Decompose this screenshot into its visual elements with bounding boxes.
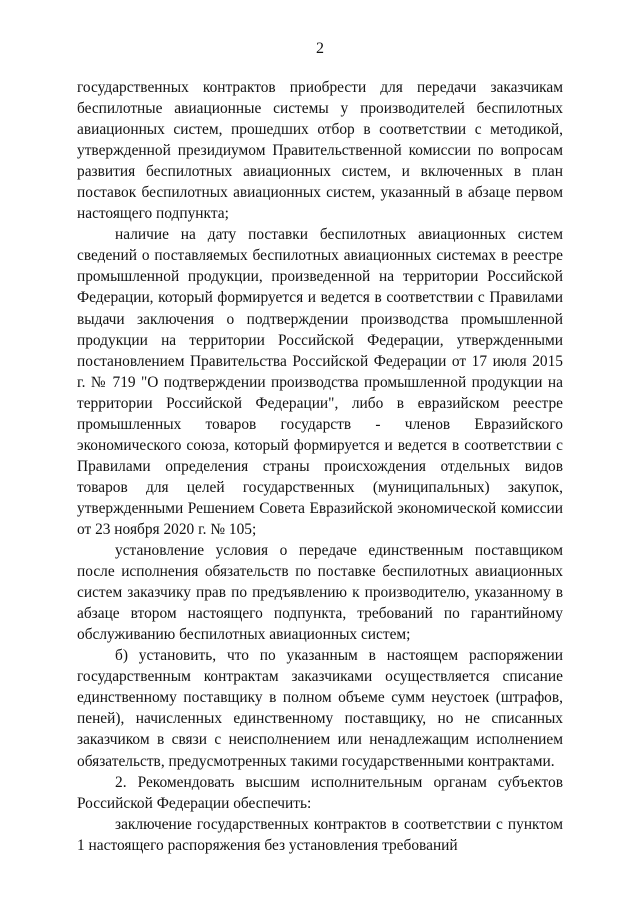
paragraph-supply-registry-requirement: наличие на дату поставки беспилотных авиационных систем сведений о поставляемых беспилотных авиационных системах в реестре промышленной продукции, произведенной на территории Российской Федерации, который формируется и ведется в соответствии с Правилами выдачи заключения о подтверждении производства промышленной продукции на территории Российской Федерации, утвержденными постановлением Правительства Российской Федерации от 17 июля 2015 г. № 719 "О подтверждении производства промышленной продукции на территории Российской Федерации", либо в евразийском реестре промышленных товаров государств - членов Евразийского экономического союза, который формируется и ведется в соответствии с Правилами определения страны происхождения отдельных видов товаров для целей государственных (муниципальных) закупок, утвержденными Решением Совета Евразийской экономической комиссии от 23 ноября 2020 г. № 105; (77, 226, 563, 538)
paragraph-recommendation-regions: 2. Рекомендовать высшим исполнительным органам субъектов Российской Федерации обеспечить: (77, 773, 563, 812)
document-body (77, 77, 563, 856)
paragraph-penalty-write-off: б) установить, что по указанным в настоящем распоряжении государственным контрактам заказчиками осуществляется списание единственному поставщику в полном объеме сумм неустоек (штрафов, пеней), начисленных единственному поставщику, но не списанных заказчиком в связи с неисполнением или ненадлежащим исполнением обязательств, предусмотренных такими государственными контрактами. (77, 647, 563, 770)
paragraph-contract-conclusion: заключение государственных контрактов в соответствии с пунктом 1 настоящего распоряжения без установления требований (77, 815, 563, 854)
paragraph-continuation: государственных контрактов приобрести для передачи заказчикам беспилотные авиационные системы у производителей беспилотных авиационных систем, прошедших отбор в соответствии с методикой, утвержденной президиумом Правительственной комиссии по вопросам развития беспилотных авиационных систем, и включенных в план поставок беспилотных авиационных систем, указанный в абзаце первом настоящего подпункта; (77, 79, 563, 223)
paragraph-warranty-rights-transfer: установление условия о передаче единственным поставщиком после исполнения обязательств по поставке беспилотных авиационных систем заказчику прав по предъявлению к производителю, указанному в абзаце втором настоящего подпункта, требований по гарантийному обслуживанию беспилотных авиационных систем; (77, 542, 563, 644)
page-number: 2 (316, 40, 324, 57)
